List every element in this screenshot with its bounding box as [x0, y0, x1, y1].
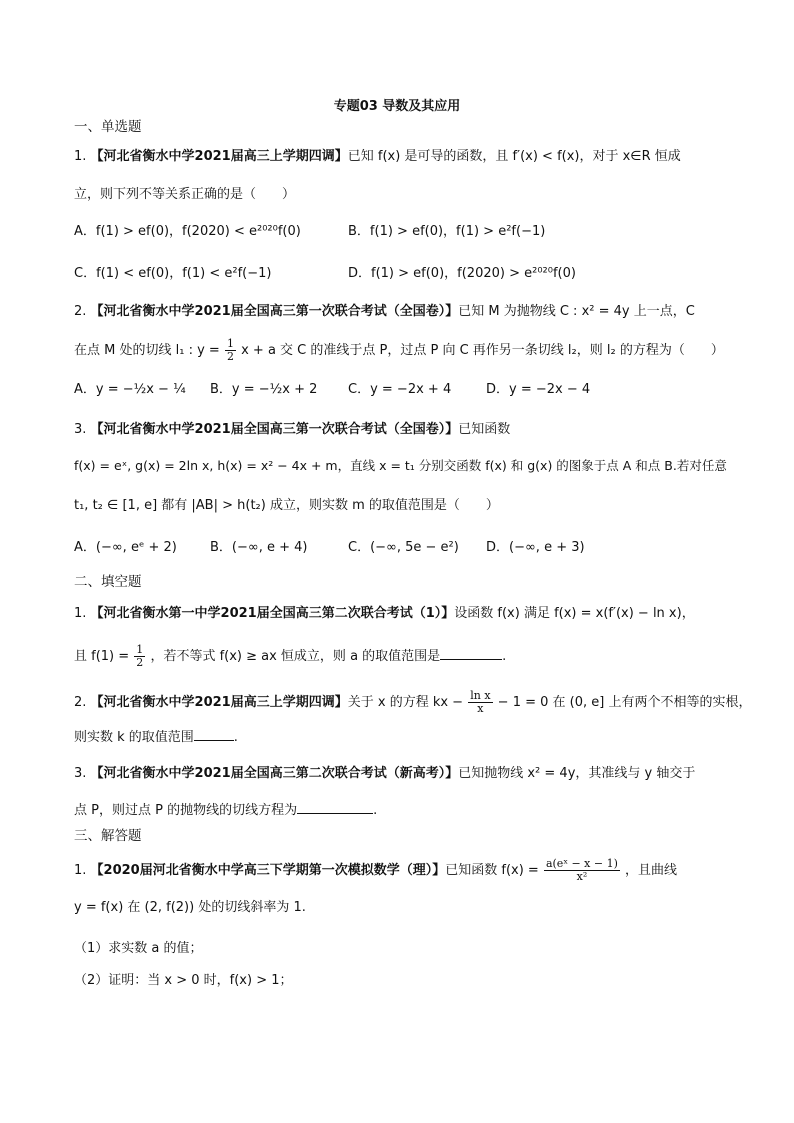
fill-question-2-line-2	[74, 728, 238, 748]
question-2-option-a: A．y = −½x − ¼	[74, 382, 186, 397]
answer-question-1-part-2: （2）证明：当 x > 0 时，f(x) > 1；	[74, 973, 293, 988]
question-text: 设函数 f(x) 满足 f(x) = x(f′(x) − ln x)，	[454, 606, 695, 621]
fill-question-1-line-1	[74, 604, 695, 624]
fill-question-2-line-1	[74, 690, 751, 715]
answer-question-1-part-1: （1）求实数 a 的值；	[74, 941, 203, 956]
fraction	[468, 690, 492, 715]
question-text: .	[502, 649, 507, 664]
question-1-option-a: A．f(1) > ef(0)，f(2020) < e²⁰²⁰f(0)	[74, 224, 301, 239]
question-text: x + a 交 C 的准线于点 P，过点 P 向 C 再作另一条切线 l₂，则 l₂ 的方程为（ ）	[241, 343, 724, 358]
question-text: 已知 f(x) 是可导的函数，且 f′(x) < f(x)，对于 x∈R 恒成	[347, 149, 681, 164]
question-number: 2.	[74, 695, 87, 710]
fill-question-3-line-2	[74, 801, 377, 821]
question-3-option-c: C．(−∞, 5e − e²)	[348, 540, 459, 555]
question-1-option-b: B．f(1) > ef(0)，f(1) > e²f(−1)	[348, 224, 546, 239]
question-source: 【河北省衡水中学2021届高三上学期四调】	[90, 149, 348, 164]
question-text: 已知 M 为抛物线 C : x² = 4y 上一点，C	[458, 304, 695, 319]
question-source: 【河北省衡水中学2021届全国高三第一次联合考试（全国卷）】	[90, 304, 459, 319]
question-number: 1.	[74, 606, 87, 621]
question-2-option-b: B．y = −½x + 2	[210, 382, 318, 397]
question-text: 点 P，则过点 P 的抛物线的切线方程为	[74, 803, 298, 818]
answer-blank[interactable]	[297, 801, 373, 814]
fraction-denominator: x²	[576, 870, 588, 883]
question-source: 【河北省衡水中学2021届全国高三第二次联合考试（新高考）】	[90, 766, 459, 781]
section-heading-fill-in: 二、填空题	[74, 574, 142, 590]
page-title: 专题03 导数及其应用	[333, 99, 461, 114]
fraction-denominator: x	[477, 702, 484, 715]
question-3-option-b: B．(−∞, e + 4)	[210, 540, 308, 555]
question-text: − 1 = 0 在 (0, e] 上有两个不相等的实根，	[497, 695, 752, 710]
answer-blank[interactable]	[194, 728, 234, 741]
question-text: 且 f(1) =	[74, 649, 130, 664]
question-3-line-3: t₁, t₂ ∈ [1, e] 都有 |AB| > h(t₂) 成立，则实数 m 的取值范围是（ ）	[74, 498, 499, 513]
question-2-option-c: C．y = −2x + 4	[348, 382, 452, 397]
question-text: ，若不等式 f(x) ≥ ax 恒成立，则 a 的取值范围是	[150, 649, 441, 664]
fill-question-3-line-1	[74, 764, 695, 784]
fraction	[134, 644, 145, 669]
question-text: .	[373, 803, 378, 818]
section-heading-answer: 三、解答题	[74, 828, 142, 844]
question-1-line-1	[74, 147, 681, 167]
question-text: ，且曲线	[625, 863, 678, 878]
fraction-numerator: ln x	[470, 689, 491, 702]
question-2-line-2	[74, 338, 724, 363]
question-3-option-d: D．(−∞, e + 3)	[486, 540, 585, 555]
question-source: 【河北省衡水第一中学2021届全国高三第二次联合考试（1）】	[90, 606, 455, 621]
answer-question-1-line-1	[74, 858, 677, 883]
question-2-option-d: D．y = −2x − 4	[486, 382, 591, 397]
question-source: 【2020届河北省衡水中学高三下学期第一次模拟数学（理）】	[90, 863, 446, 878]
fraction-denominator: 2	[226, 350, 234, 363]
question-text: 在点 M 处的切线 l₁ : y =	[74, 343, 220, 358]
answer-blank[interactable]	[440, 647, 502, 660]
fraction-numerator: 1	[226, 337, 234, 350]
question-source: 【河北省衡水中学2021届高三上学期四调】	[90, 695, 348, 710]
question-text: .	[233, 730, 238, 745]
question-1-option-d: D．f(1) > ef(0)，f(2020) > e²⁰²⁰f(0)	[348, 266, 576, 281]
question-3-line-1	[74, 420, 510, 440]
question-text: 关于 x 的方程 kx −	[347, 695, 464, 710]
question-number: 3.	[74, 422, 87, 437]
question-number: 3.	[74, 766, 87, 781]
question-2-line-1	[74, 302, 695, 322]
question-3-line-2: f(x) = eˣ, g(x) = 2ln x, h(x) = x² − 4x + m，直线 x = t₁ 分别交函数 f(x) 和 g(x) 的图象于点 A 和点 B.若对任意	[74, 458, 727, 473]
question-1-line-2: 立，则下列不等关系正确的是（ ）	[74, 187, 296, 202]
question-text: 已知函数	[458, 422, 511, 437]
question-1-option-c: C．f(1) < ef(0)，f(1) < e²f(−1)	[74, 266, 272, 281]
fraction	[544, 858, 620, 883]
question-text: 已知函数 f(x) =	[445, 863, 539, 878]
fill-question-1-line-2	[74, 644, 506, 669]
fraction-numerator: a(eˣ − x − 1)	[545, 857, 618, 870]
question-text: 已知抛物线 x² = 4y，其准线与 y 轴交于	[458, 766, 696, 781]
fraction-numerator: 1	[136, 643, 144, 656]
answer-question-1-line-2: y = f(x) 在 (2, f(2)) 处的切线斜率为 1.	[74, 900, 306, 915]
fraction	[225, 338, 236, 363]
question-3-option-a: A．(−∞, eᵉ + 2)	[74, 540, 177, 555]
question-text: 则实数 k 的取值范围	[74, 730, 194, 745]
fraction-denominator: 2	[136, 656, 144, 669]
question-number: 1.	[74, 149, 87, 164]
section-heading-single-choice: 一、单选题	[74, 119, 142, 135]
question-number: 2.	[74, 304, 87, 319]
question-source: 【河北省衡水中学2021届全国高三第一次联合考试（全国卷）】	[90, 422, 459, 437]
question-number: 1.	[74, 863, 87, 878]
